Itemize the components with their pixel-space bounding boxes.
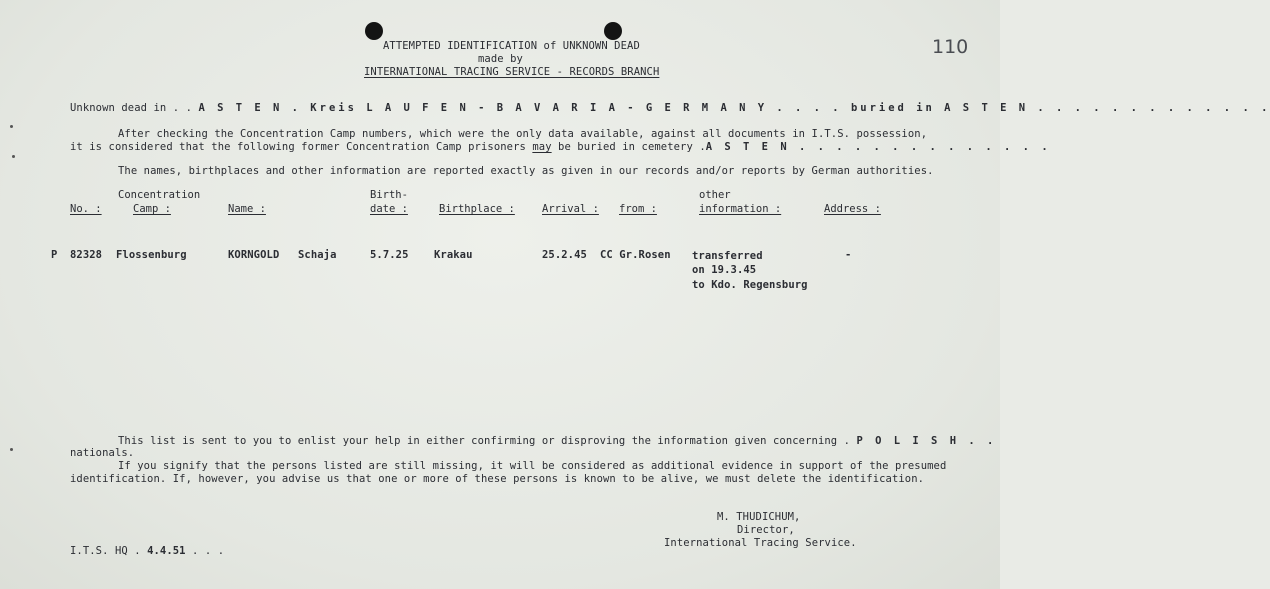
cemetery-name: A S T E N . . . . . . . . . . . . . . — [705, 141, 1051, 153]
reference-date: 4.4.51 — [147, 545, 186, 557]
footer-line-4: identification. If, however, you advise us that one or more of these persons is known to be alive, we must delete the identification. — [70, 473, 925, 485]
reference-prefix: I.T.S. HQ . — [70, 545, 141, 557]
margin-speck — [10, 125, 13, 128]
signatory-title: Director, — [737, 524, 795, 536]
row-mark: P — [51, 249, 58, 261]
punch-hole-right — [604, 22, 622, 40]
location-prefix: Unknown dead in . . — [70, 102, 193, 114]
location-place: A S T E N . Kreis L A U F E N - B A V A R I A - G E R M A N Y . . . . buried in A S T E N . . . . . . . . . . . . . — [198, 102, 1270, 114]
row-info-line2: on 19.3.45 — [692, 264, 757, 276]
page-number: 110 — [932, 36, 969, 58]
reference-suffix: . . . — [192, 545, 225, 557]
nationality: P O L I S H . . — [856, 435, 997, 447]
footer-line-3: If you signify that the persons listed are still missing, it will be considered as additional evidence in support of the presumed — [118, 460, 947, 472]
intro-line-2 — [70, 141, 1051, 153]
organization-heading: INTERNATIONAL TRACING SERVICE - RECORDS BRANCH — [364, 66, 660, 78]
col-other-line1: other — [699, 189, 731, 201]
row-birthplace: Krakau — [434, 249, 473, 261]
row-birthdate: 5.7.25 — [370, 249, 409, 261]
location-line — [70, 102, 1270, 114]
row-arrival: 25.2.45 — [542, 249, 587, 261]
intro-line-3: The names, birthplaces and other information are reported exactly as given in our records and/or reports by German authorities. — [118, 165, 934, 177]
document-title: ATTEMPTED IDENTIFICATION of UNKNOWN DEAD — [383, 40, 640, 52]
row-camp: Flossenburg — [116, 249, 187, 261]
col-birthdate-line1: Birth- — [370, 189, 408, 201]
col-other-line2: information : — [699, 203, 782, 215]
row-address: - — [845, 249, 852, 261]
col-no: No. : — [70, 203, 102, 215]
row-info-line1: transferred — [692, 250, 763, 262]
margin-speck — [10, 448, 13, 451]
row-info-line3: to Kdo. Regensburg — [692, 279, 808, 291]
intro-line-1: After checking the Concentration Camp numbers, which were the only data available, against all documents in I.T.S. possession, — [118, 128, 928, 140]
intro-line-2-end: be buried in cemetery . — [558, 141, 706, 153]
row-number: 82328 — [70, 249, 103, 261]
reference-line — [70, 545, 224, 557]
col-arrival: Arrival : — [542, 203, 599, 215]
footer-line-2: nationals. — [70, 447, 135, 459]
col-birthplace: Birthplace : — [439, 203, 515, 215]
col-from: from : — [619, 203, 657, 215]
col-birthdate-line2: date : — [370, 203, 408, 215]
row-surname: KORNGOLD — [228, 249, 280, 261]
punch-hole-left — [365, 22, 383, 40]
made-by-label: made by — [478, 53, 523, 65]
col-address: Address : — [824, 203, 881, 215]
footer-line-1-text: This list is sent to you to enlist your help in either confirming or disproving the information given concerning . — [118, 435, 851, 447]
col-name: Name : — [228, 203, 266, 215]
row-from: CC Gr.Rosen — [600, 249, 671, 261]
footer-line-1 — [118, 435, 996, 447]
may-word: may — [532, 141, 552, 153]
col-camp-line1: Concentration — [118, 189, 201, 201]
row-firstname: Schaja — [298, 249, 337, 261]
signatory-name: M. THUDICHUM, — [717, 511, 801, 523]
signatory-org: International Tracing Service. — [664, 537, 857, 549]
col-camp-line2: Camp : — [133, 203, 171, 215]
margin-speck — [12, 155, 15, 158]
intro-line-2-start: it is considered that the following former Concentration Camp prisoners — [70, 141, 526, 153]
